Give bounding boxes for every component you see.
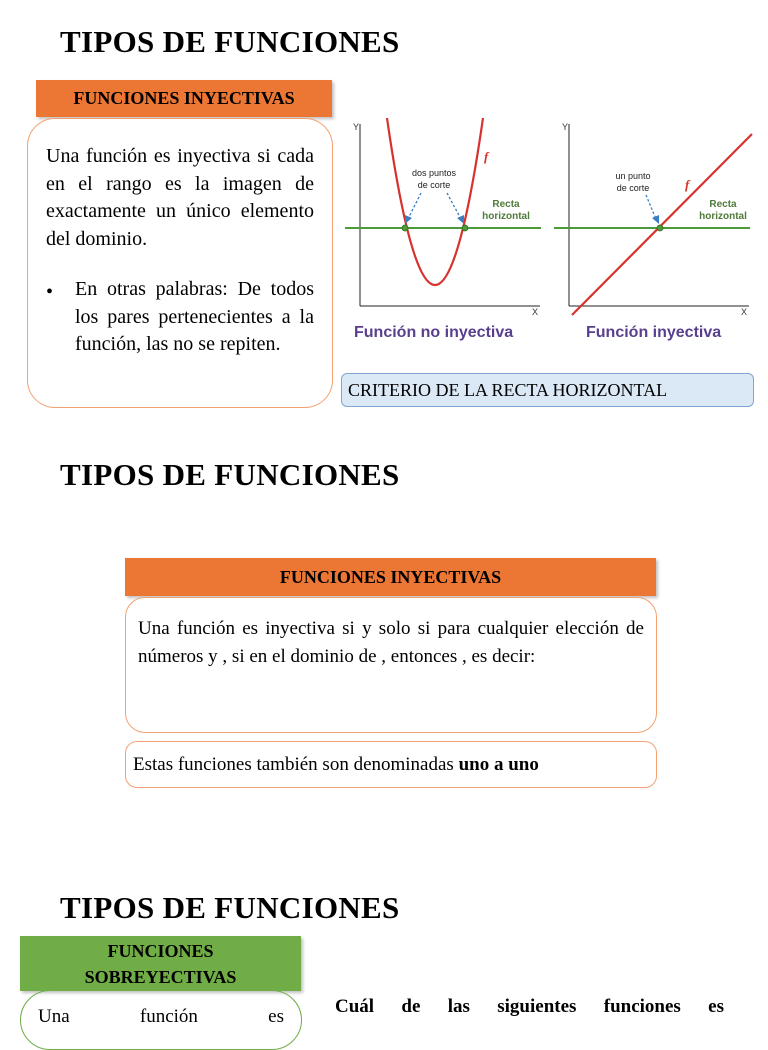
slide3-banner (20, 936, 301, 991)
slide3-question: Cuál de las siguientes funciones es (335, 996, 724, 1017)
annotation-arrow (447, 193, 461, 219)
y-axis-label: Y (353, 122, 360, 132)
arrowhead-icon (457, 215, 464, 224)
slide2-note-box (125, 741, 657, 788)
slide3-definition-text: Una función es (38, 1006, 284, 1027)
slide2-note-bold: uno a uno (458, 754, 539, 775)
linear-function-line (572, 134, 752, 315)
intersection-point (402, 225, 408, 231)
slide2-banner: FUNCIONES INYECTIVAS (125, 558, 656, 596)
annotation-line2: de corte (417, 180, 451, 190)
line-label1: Recta (492, 199, 520, 210)
x-axis-label: X (532, 307, 539, 317)
slide2-note-text: Estas funciones también son denominadas (133, 754, 459, 775)
curve-label: f (685, 177, 690, 192)
intersection-point (462, 225, 468, 231)
annotation-line2: de corte (616, 183, 650, 193)
annotation-line1: un punto (615, 171, 651, 181)
graph-caption: Función no inyectiva (354, 324, 514, 341)
graph-caption: Función inyectiva (586, 324, 722, 341)
line-label1: Recta (709, 199, 737, 210)
line-label2: horizontal (699, 211, 747, 222)
annotation-line1: dos puntos (411, 168, 457, 178)
y-axis-label: Y (562, 122, 569, 132)
criterion-box: CRITERIO DE LA RECTA HORIZONTAL (341, 373, 754, 407)
annotation-arrow (646, 195, 656, 219)
intersection-point (657, 225, 663, 231)
line-label2: horizontal (482, 211, 530, 222)
slide3-banner-line2: SOBREYECTIVAS (84, 967, 237, 987)
slide1-definition-text: Una función es inyectiva si cada en el rango es la imagen de exactamente un único elemento del dominio. (46, 145, 314, 250)
slide1-banner: FUNCIONES INYECTIVAS (36, 80, 332, 117)
slide2-title: TIPOS DE FUNCIONES (60, 457, 400, 492)
slide3-banner-line1: FUNCIONES (107, 941, 214, 961)
arrowhead-icon (405, 215, 412, 224)
slide1-title: TIPOS DE FUNCIONES (60, 24, 400, 59)
graph-non-injective (343, 118, 543, 348)
curve-label: f (484, 149, 489, 164)
bullet-icon: • (46, 281, 54, 303)
annotation-arrow (408, 193, 421, 219)
parabola-curve (387, 118, 483, 285)
graph-injective (552, 118, 757, 348)
x-axis-label: X (741, 307, 748, 317)
slide1-bullet-text: En otras palabras: De todos los pares pertenecientes a la función, las no se repiten. (75, 278, 314, 355)
slide3-title: TIPOS DE FUNCIONES (60, 890, 400, 925)
slide2-definition-text: Una función es inyectiva si y solo si para cualquier elección de números y , si en el dominio de , entonces , es decir: (138, 618, 644, 667)
